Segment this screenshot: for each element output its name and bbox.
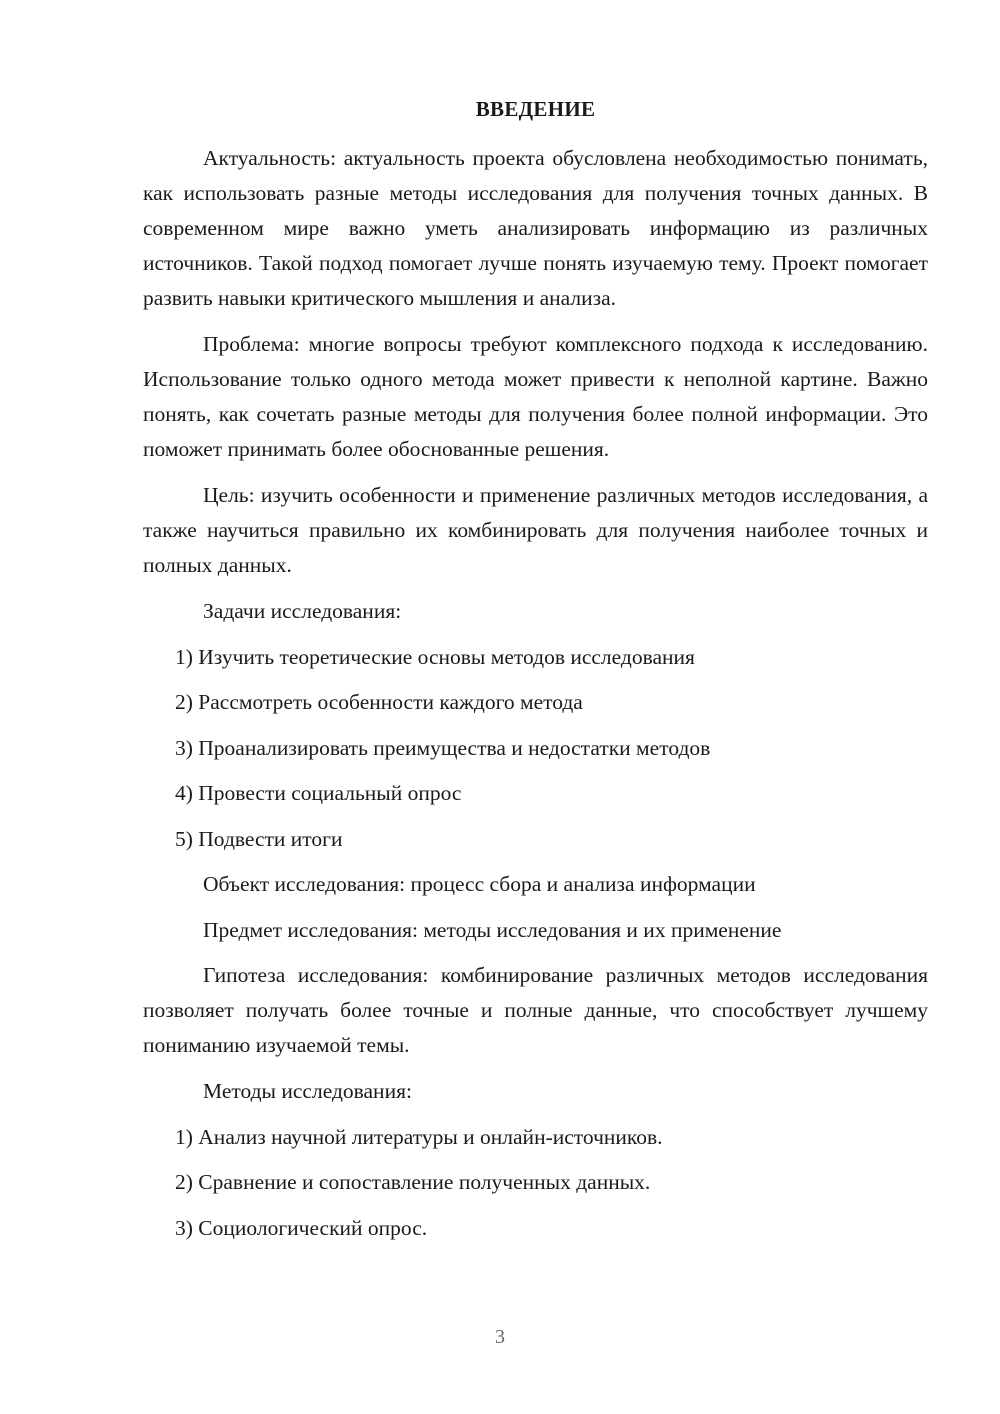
list-item: 2) Сравнение и сопоставление полученных данных. xyxy=(175,1170,651,1194)
object-line: Объект исследования: процесс сбора и анализа информации xyxy=(203,872,756,896)
methods-list xyxy=(143,1120,928,1246)
relevance-paragraph: Актуальность: актуальность проекта обусловлена необходимостью понимать, как использовать разные методы исследования для получения точных данных. В современном мире важно уметь анализировать информацию из различных источников. Такой подход помогает лучше понять изучаемую тему. Проект помогает развить навыки критического мышления и анализа. xyxy=(143,146,928,310)
list-item: 1) Анализ научной литературы и онлайн-источников. xyxy=(175,1124,663,1149)
list-item: 5) Подвести итоги xyxy=(175,826,343,851)
page-number: 3 xyxy=(495,1326,505,1348)
methods-heading: Методы исследования: xyxy=(203,1079,412,1103)
problem-paragraph: Проблема: многие вопросы требуют комплексного подхода к исследованию. Использование только одного метода может привести к неполной картине. Важно понять, как сочетать разные методы для получения более полной информации. Это поможет принимать более обоснованные решения. xyxy=(143,332,928,461)
tasks-heading: Задачи исследования: xyxy=(203,599,402,623)
subject-line: Предмет исследования: методы исследования и их применение xyxy=(203,917,782,942)
tasks-list xyxy=(143,640,928,857)
list-item: 4) Провести социальный опрос xyxy=(175,781,462,805)
goal-paragraph: Цель: изучить особенности и применение различных методов исследования, а также научиться правильно их комбинировать для получения наиболее точных и полных данных. xyxy=(143,483,928,577)
list-item: 1) Изучить теоретические основы методов исследования xyxy=(175,644,695,669)
list-item: 3) Социологический опрос. xyxy=(175,1215,428,1240)
hypothesis-paragraph: Гипотеза исследования: комбинирование различных методов исследования позволяет получать более точные и полные данные, что способствует лучшему пониманию изучаемой темы. xyxy=(143,963,928,1057)
list-item: 2) Рассмотреть особенности каждого метода xyxy=(175,690,583,714)
list-item: 3) Проанализировать преимущества и недостатки методов xyxy=(175,735,711,760)
section-title: ВВЕДЕНИЕ xyxy=(475,97,596,121)
document-page xyxy=(143,92,928,1256)
